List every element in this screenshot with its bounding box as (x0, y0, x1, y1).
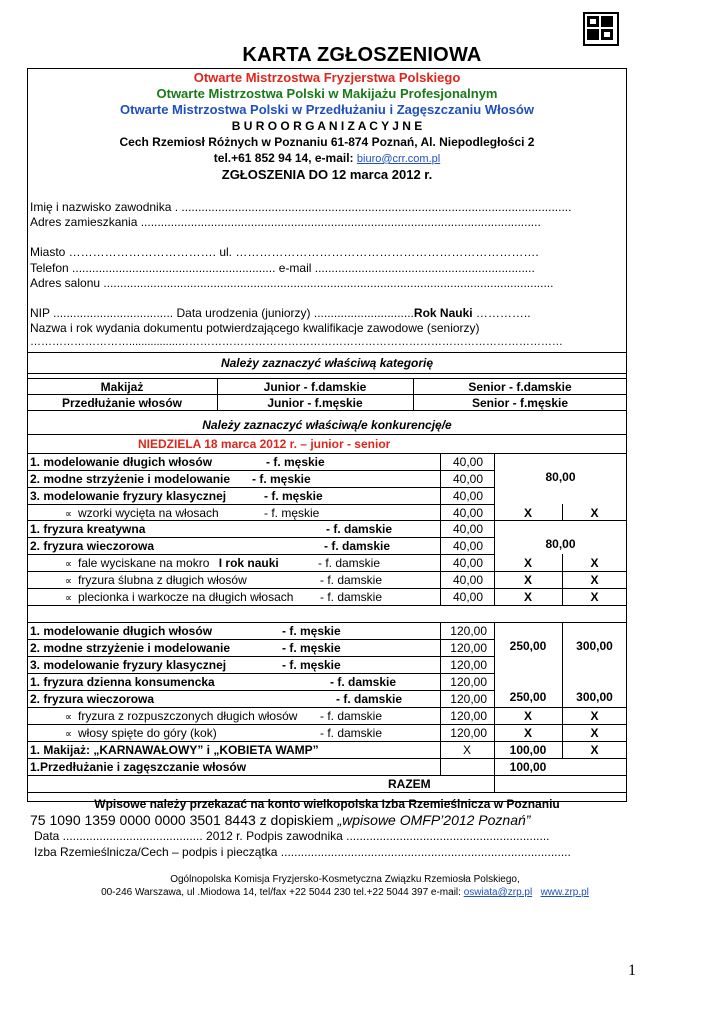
total-label: RAZEM (388, 777, 431, 791)
junior-price-9: 40,00 (452, 590, 483, 604)
category-junior-meskie[interactable]: Junior - f.męskie (267, 396, 363, 410)
junior-men-total: 80,00 (545, 470, 576, 484)
organizer-logo (583, 12, 619, 46)
junior-price-2: 40,00 (452, 472, 483, 486)
junior-x-2b[interactable]: X (590, 556, 599, 570)
page-number: 1 (628, 962, 636, 979)
category-senior-meskie[interactable]: Senior - f.męskie (471, 396, 569, 410)
category-heading: Należy zaznaczyć właściwą kategorię (220, 356, 434, 370)
junior-price-3: 40,00 (452, 489, 483, 503)
junior-price-5: 40,00 (452, 522, 483, 536)
junior-price-6: 40,00 (452, 539, 483, 553)
study-year-label: Rok Nauki (413, 306, 473, 320)
senior-row-2[interactable]: 2. modne strzyżenie i modelowanie - f. męskie (30, 641, 341, 655)
junior-x-4a[interactable]: X (523, 590, 532, 604)
header-line2: Otwarte Mistrzostwa Polski w Makijażu Profesjonalnym (156, 86, 498, 101)
bullet-icon: ∝ (64, 509, 72, 520)
phone-email-field[interactable]: Telefon ............................................................. e-mail .................................................................. (30, 261, 535, 275)
senior-x-2b[interactable]: X (590, 726, 599, 740)
junior-women-total: 80,00 (545, 537, 576, 551)
junior-x-3b[interactable]: X (590, 573, 599, 587)
senior-price-5: 120,00 (450, 692, 487, 706)
footer-email-link[interactable]: oswiata@zrp.pl (463, 887, 533, 898)
bullet-icon: ∝ (64, 559, 72, 570)
category-senior-damskie[interactable]: Senior - f.damskie (468, 380, 572, 394)
senior-price-7: 120,00 (450, 726, 487, 740)
junior-x-2a[interactable]: X (523, 556, 532, 570)
przedluzanie-row[interactable]: 1.Przedłużanie i zagęszczanie włosów (30, 760, 247, 774)
junior-row-8[interactable]: ∝ fryzura ślubna z długich włosów - f. damskie (30, 573, 247, 587)
senior-row-6[interactable]: ∝ fryzura z rozpuszczonych długich włosów - f. damskie (30, 709, 297, 723)
senior-price-4: 120,00 (450, 675, 487, 689)
junior-x-3a[interactable]: X (523, 573, 532, 587)
documents-label: Nazwa i rok wydania dokumentu potwierdzającego kwalifikacje zawodowe (seniorzy) (30, 321, 480, 335)
bureau-address: Cech Rzemiosł Różnych w Poznaniu 61-874 Poznań, Al. Niepodległości 2 (119, 135, 535, 149)
makijaz-x[interactable]: X (590, 743, 599, 757)
senior-price-6: 120,00 (450, 709, 487, 723)
senior-x-1b[interactable]: X (590, 709, 599, 723)
senior-row-5[interactable]: 2. fryzura wieczorowa - f. damskie (30, 692, 403, 706)
footer-line1: Ogólnopolska Komisja Fryzjersko-Kosmetyczna Związku Rzemiosła Polskiego, (170, 874, 520, 885)
nip-birthdate-field[interactable] (30, 306, 531, 320)
date-signature-field[interactable]: Data .......................................... 2012 r. Podpis zawodnika ............................................................. (34, 829, 550, 843)
junior-x-4b[interactable]: X (590, 590, 599, 604)
bureau-email-link[interactable]: biuro@crr.com.pl (356, 153, 441, 165)
senior-price-2: 120,00 (450, 641, 487, 655)
junior-row-4[interactable]: ∝ wzorki wycięta na włosach - f. męskie (30, 506, 219, 520)
footer-line2: 00-246 Warszawa, ul .Miodowa 14, tel/fax +22 5044 230 tel.+22 5044 397 e-mail: oswiata@zrp.pl www.zrp.pl (101, 887, 589, 898)
senior-price-1: 120,00 (450, 624, 487, 638)
junior-price-7: 40,00 (452, 556, 483, 570)
senior-men-total-b: 300,00 (576, 639, 613, 653)
city-street-field[interactable]: Miasto ………………………………. ul. …………………………………………………………………. (30, 245, 539, 259)
junior-row-9[interactable]: ∝ plecionka i warkocze na długich włosach - f. damskie (30, 590, 293, 604)
name-field[interactable]: Imię i nazwisko zawodnika . ..................................................................................................................... (30, 200, 572, 214)
makijaz-price: X (462, 743, 471, 757)
junior-price-4: 40,00 (452, 506, 483, 520)
footer-www-link[interactable]: www.zrp.pl (540, 887, 589, 898)
category-makijaz[interactable]: Makijaż (100, 380, 144, 394)
bureau-heading: B U R O O R G A N I Z A C Y J N E (231, 119, 423, 133)
senior-men-total-a: 250,00 (509, 639, 547, 653)
senior-row-7[interactable]: ∝ włosy spięte do góry (kok) - f. damskie (30, 726, 217, 740)
przedluzanie-value: 100,00 (509, 760, 547, 774)
senior-women-total-b: 300,00 (576, 690, 613, 704)
junior-row-1[interactable]: 1. modelowanie długich włosów - f. męskie (30, 455, 325, 469)
payment-instructions: Wpisowe należy przekazać na konto wielkopolska Izba Rzemieślnicza w Poznaniu (94, 797, 560, 811)
page-title: KARTA ZGŁOSZENIOWA (242, 44, 482, 66)
senior-x-2a[interactable]: X (523, 726, 532, 740)
bullet-icon: ∝ (64, 576, 72, 587)
senior-row-3[interactable]: 3. modelowanie fryzury klasycznej - f. męskie (30, 658, 341, 672)
senior-row-4[interactable]: 1. fryzura dzienna konsumencka - f. damskie (30, 675, 397, 689)
bureau-contact (27, 151, 627, 165)
bullet-icon: ∝ (64, 729, 72, 740)
bureau-phone: tel.+61 852 94 14, e-mail: (213, 151, 354, 165)
senior-price-3: 120,00 (450, 658, 487, 672)
junior-x-1a[interactable]: X (523, 506, 532, 520)
bullet-icon: ∝ (64, 593, 72, 604)
junior-row-6[interactable]: 2. fryzura wieczorowa - f. damskie (30, 539, 391, 553)
junior-row-2[interactable]: 2. modne strzyżenie i modelowanie - f. męskie (30, 472, 311, 486)
junior-row-3[interactable]: 3. modelowanie fryzury klasycznej - f. męskie (30, 489, 323, 503)
study-year-field[interactable]: ………….. (472, 306, 531, 320)
competition-heading: Należy zaznaczyć właściwą/e konkurencję/e (202, 418, 452, 432)
makijaz-value: 100,00 (509, 743, 547, 757)
senior-women-total-a: 250,00 (509, 690, 547, 704)
senior-row-1[interactable]: 1. modelowanie długich włosów - f. męskie (30, 624, 341, 638)
header-line3: Otwarte Mistrzostwa Polski w Przedłużaniu i Zagęszczaniu Włosów (120, 102, 534, 117)
junior-x-1b[interactable]: X (590, 506, 599, 520)
makijaz-row[interactable]: 1. Makijaż: „KARNAWAŁOWY” i „KOBIETA WAMP” (30, 743, 319, 757)
junior-price-1: 40,00 (452, 455, 483, 469)
senior-x-1a[interactable]: X (523, 709, 532, 723)
bank-account: 75 1090 1359 0000 0000 3501 8443 z dopiskiem „wpisowe OMFP’2012 Poznań” (30, 812, 531, 828)
salon-address-field[interactable]: Adres salonu ....................................................................................................................................... (30, 276, 554, 290)
category-junior-damskie[interactable]: Junior - f.damskie (263, 380, 367, 394)
address-field[interactable]: Adres zamieszkania ........................................................................................................................ (30, 215, 541, 229)
junior-price-8: 40,00 (452, 573, 483, 587)
chamber-stamp-field[interactable]: Izba Rzemieślnicza/Cech – podpis i pieczątka ....................................................................................... (34, 845, 571, 859)
junior-row-5[interactable]: 1. fryzura kreatywna - f. damskie (30, 522, 393, 536)
header-line1: Otwarte Mistrzostwa Fryzjerstwa Polskiego (193, 70, 461, 85)
documents-field[interactable]: ………………………................…………………………………………………………………………………………… (30, 336, 563, 348)
category-przedluzanie[interactable]: Przedłużanie włosów (61, 396, 183, 410)
competition-day: NIEDZIELA 18 marca 2012 r. – junior - senior (138, 437, 391, 451)
junior-row-7[interactable]: ∝ fale wyciskane na mokro I rok nauki - f. damskie (30, 556, 279, 570)
registration-deadline: ZGŁOSZENIA DO 12 marca 2012 r. (221, 167, 433, 182)
nip-birthdate-label: NIP .................................... Data urodzenia (juniorzy) .............................. (30, 306, 414, 320)
bullet-icon: ∝ (64, 712, 72, 723)
